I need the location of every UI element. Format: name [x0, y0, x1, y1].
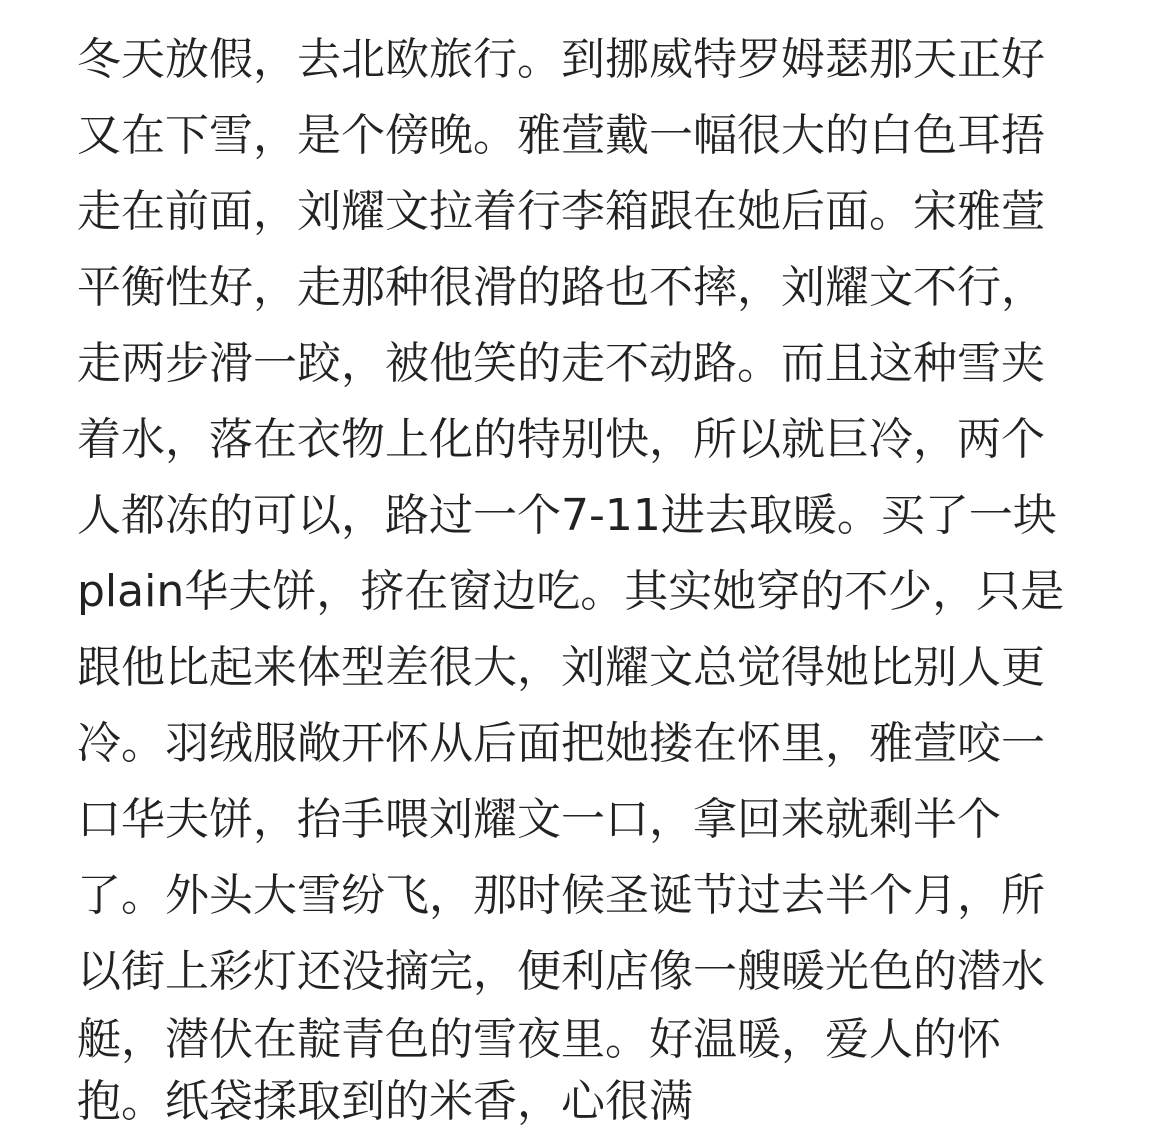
- article-line-12: 了。外头大雪纷飞，那时候圣诞节过去半个月，所: [77, 870, 1045, 921]
- article-line-6: 着水，落在衣物上化的特别快，所以就巨冷，两个: [77, 414, 1045, 465]
- article-line-8: plain华夫饼，挤在窗边吃。其实她穿的不少，只是: [77, 566, 1065, 617]
- article-line-15: 抱。纸袋揉取到的米香，心很满: [77, 1076, 693, 1127]
- article-line-9: 跟他比起来体型差很大，刘耀文总觉得她比别人更: [77, 642, 1045, 693]
- article-line-7: 人都冻的可以，路过一个7-11进去取暖。买了一块: [77, 490, 1057, 541]
- article-line-4: 平衡性好，走那种很滑的路也不摔，刘耀文不行，: [77, 262, 1045, 313]
- article-line-10: 冷。羽绒服敞开怀从后面把她搂在怀里，雅萱咬一: [77, 718, 1045, 769]
- article-line-1: 冬天放假，去北欧旅行。到挪威特罗姆瑟那天正好: [77, 34, 1045, 85]
- article-line-13: 以街上彩灯还没摘完，便利店像一艘暖光色的潜水: [77, 946, 1045, 997]
- article-line-2: 又在下雪，是个傍晚。雅萱戴一幅很大的白色耳捂: [77, 110, 1045, 161]
- article-line-3: 走在前面，刘耀文拉着行李箱跟在她后面。宋雅萱: [77, 186, 1045, 237]
- article-line-14: 艇，潜伏在靛青色的雪夜里。好温暖，爱人的怀: [77, 1014, 1001, 1065]
- article-line-11: 口华夫饼，抬手喂刘耀文一口，拿回来就剩半个: [77, 794, 1001, 845]
- article-line-5: 走两步滑一跤，被他笑的走不动路。而且这种雪夹: [77, 338, 1045, 389]
